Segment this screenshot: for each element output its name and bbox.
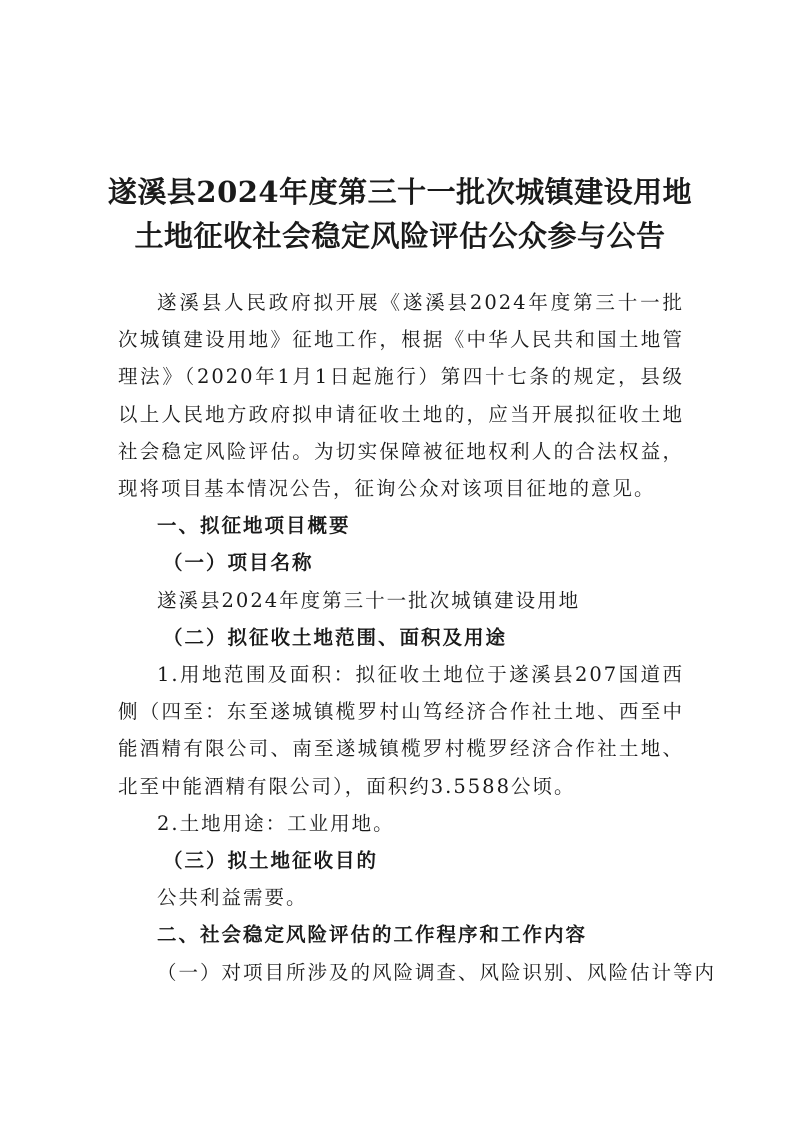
section-2-subsection-1: （一）对项目所涉及的风险调查、风险识别、风险估计等内 xyxy=(157,960,717,984)
land-scope-paragraph: 1.用地范围及面积：拟征收土地位于遂溪县207国道西侧（四至：东至遂城镇榄罗村山笃经济合作社土地、西至中能酒精有限公司、南至遂城镇榄罗村榄罗经济合作社土地、北至中能酒精有限公司），面积约3.5588公顷。 xyxy=(118,663,684,798)
section-2-heading: 二、社会稳定风险评估的工作程序和工作内容 xyxy=(157,923,588,947)
document-title xyxy=(100,170,700,258)
land-use-paragraph: 2.土地用途：工业用地。 xyxy=(157,811,395,835)
purpose-text: 公共利益需要。 xyxy=(157,886,308,910)
title-line-1: 遂溪县2024年度第三十一批次城镇建设用地 xyxy=(107,175,693,209)
subsection-1-heading: （一）项目名称 xyxy=(163,551,314,575)
title-line-2: 土地征收社会稳定风险评估公众参与公告 xyxy=(134,219,666,253)
section-1-heading: 一、拟征地项目概要 xyxy=(157,514,351,538)
subsection-3-heading: （三）拟土地征收目的 xyxy=(163,849,379,873)
document-body xyxy=(118,284,717,991)
project-name: 遂溪县2024年度第三十一批次城镇建设用地 xyxy=(157,588,581,612)
subsection-2-heading: （二）拟征收土地范围、面积及用途 xyxy=(163,625,508,649)
intro-paragraph: 遂溪县人民政府拟开展《遂溪县2024年度第三十一批次城镇建设用地》征地工作，根据《中华人民共和国土地管理法》（2020年1月1日起施行）第四十七条的规定，县级以上人民地方政府拟申请征收土地的，应当开展拟征收土地社会稳定风险评估。为切实保障被征地权利人的合法权益，现将项目基本情况公告，征询公众对该项目征地的意见。 xyxy=(118,291,684,501)
